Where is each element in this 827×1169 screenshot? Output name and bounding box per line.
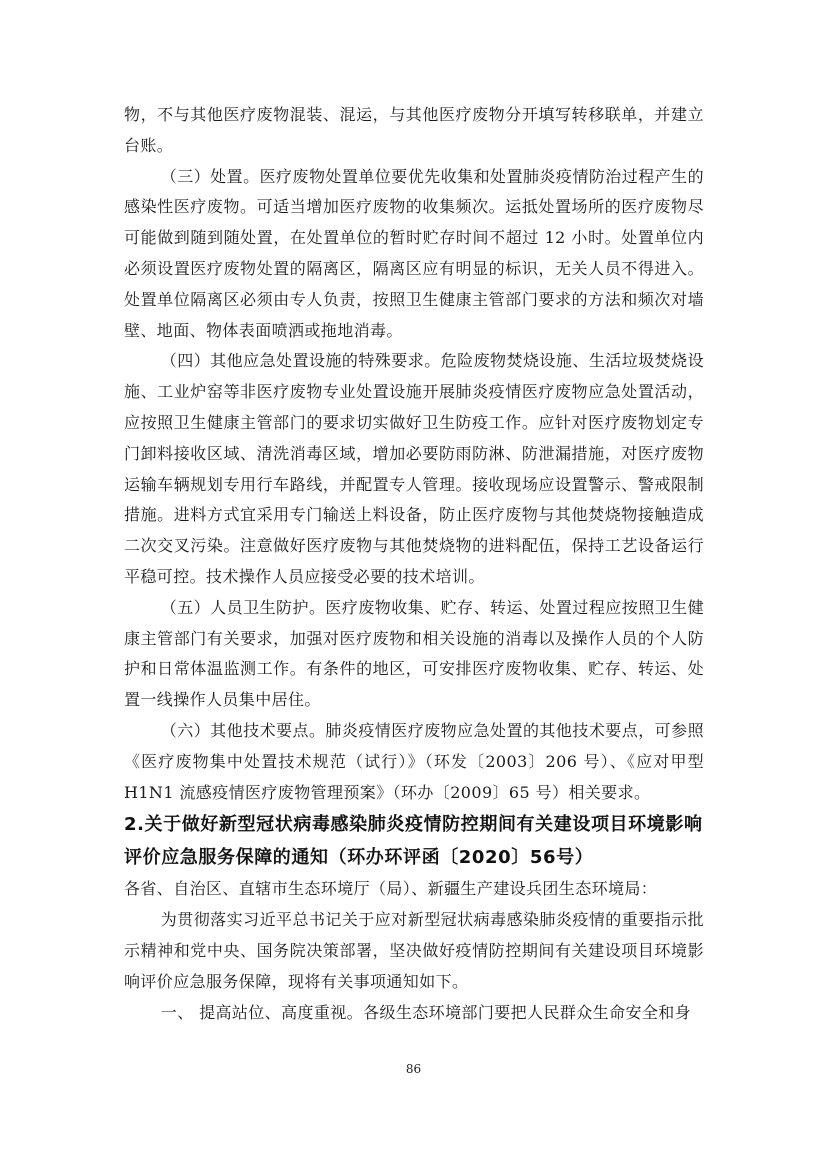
paragraph-personnel-protection: （五）人员卫生防护。医疗废物收集、贮存、转运、处置过程应按照卫生健康主管部门有关要求，加强对医疗废物和相关设施的消毒以及操作人员的个人防护和日常体温监测工作。有条件的地区，可安排医疗废物收集、贮存、转运、处置一线操作人员集中居住。 <box>124 597 704 710</box>
paragraph-other-technical-points: （六）其他技术要点。肺炎疫情医疗废物应急处置的其他技术要点，可参照《医疗废物集中处置技术规范（试行）》（环发〔2003〕206 号）、《应对甲型 H1N1 流感疫情医疗废物管理预案》（环办〔2009〕65 号）相关要求。 <box>124 720 704 802</box>
paragraph-continuation: 物，不与其他医疗废物混装、混运，与其他医疗废物分开填写转移联单，并建立台账。 <box>124 105 704 155</box>
paragraph-item-one: 一、 提高站位、高度重视。各级生态环境部门要把人民群众生命安全和身 <box>160 1002 692 1022</box>
paragraph-intro: 为贯彻落实习近平总书记关于应对新型冠状病毒感染肺炎疫情的重要指示批示精神和党中央、国务院决策部署，坚决做好疫情防控期间有关建设项目环境影响评价应急服务保障，现将有关事项通知如下。 <box>124 910 704 991</box>
page-body <box>124 100 704 1028</box>
paragraph-other-facilities: （四）其他应急处置设施的特殊要求。危险废物焚烧设施、生活垃圾焚烧设施、工业炉窑等非医疗废物专业处置设施开展肺炎疫情医疗废物应急处置活动，应按照卫生健康主管部门的要求切实做好卫生防疫工作。应针对医疗废物划定专门卸料接收区域、清洗消毒区域，增加必要防雨防淋、防泄漏措施，对医疗废物运输车辆规划专用行车路线，并配置专人管理。接收现场应设置警示、警戒限制措施。进料方式宜采用专门输送上料设备，防止医疗废物与其他焚烧物接触造成二次交叉污染。注意做好医疗废物与其他焚烧物的进料配伍，保持工艺设备运行平稳可控。技术操作人员应接受必要的技术培训。 <box>124 351 704 586</box>
page-number: 86 <box>405 1062 422 1076</box>
paragraph-disposal: （三）处置。医疗废物处置单位要优先收集和处置肺炎疫情防治过程产生的感染性医疗废物。可适当增加医疗废物的收集频次。运抵处置场所的医疗废物尽可能做到随到随处置，在处置单位的暂时贮存时间不超过 12 小时。处置单位内必须设置医疗废物处置的隔离区，隔离区应有明显的标识，无关人员不得进入。处置单位隔离区必须由专人负责，按照卫生健康主管部门要求的方法和频次对墙壁、地面、物体表面喷洒或拖地消毒。 <box>124 166 704 340</box>
addressee-line: 各省、自治区、直辖市生态环境厅（局）、新疆生产建设兵团生态环境局： <box>124 879 658 899</box>
section-heading: 2.关于做好新型冠状病毒感染肺炎疫情防控期间有关建设项目环境影响评价应急服务保障的通知（环办环评函〔2020〕56号） <box>124 814 703 869</box>
